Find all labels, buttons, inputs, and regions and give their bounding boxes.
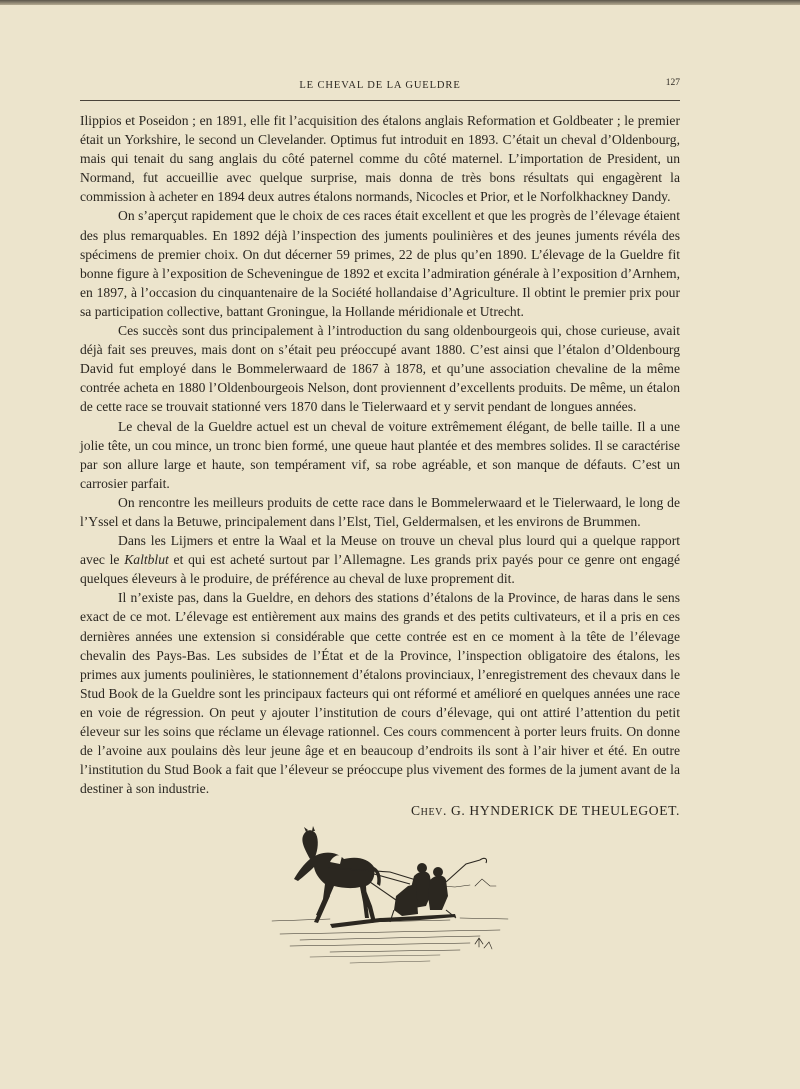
page-header [80, 78, 680, 98]
paragraph: Il n’existe pas, dans la Gueldre, en dehors des stations d’étalons de la Province, de haras dans le sens exact de ce mot. L’élevage est entièrement aux mains des grands et des petits cultivateurs, et il a pris en ces dernières années une extension si considérable que cette contrée est en ce moment à la tête de l’élevage chevalin des Pays-Bas. Les subsides de l’État et de la Province, l’inspection obligatoire des étalons, les primes aux juments poulinières, le stationnement d’étalons provinciaux, l’enregistrement des chevaux dans le Stud Book de la Gueldre sont les principaux facteurs qui ont réformé et amélioré en quelques années une race en voie de régression. On peut y ajouter l’institution de cours d’élevage, qui ont attiré l’attention du petit éleveur sur les soins que réclame un élevage rationnel. Ces cours commencent à porter leurs fruits. On donne de l’avoine aux poulains dès leur jeune âge et en beaucoup d’endroits ils sont à l’air hiver et été. En outre l’institution du Stud Book a fait que l’éleveur se préoccupe plus vivement des formes de la jument avant de la destiner à son industrie. [80, 590, 680, 797]
signature-prefix: Chev. [410, 803, 447, 818]
article-body [80, 111, 680, 798]
horse-drawn-sleigh-engraving-icon [270, 826, 510, 976]
paragraph-kaltblut [80, 531, 680, 588]
paragraph: Ces succès sont dus principalement à l’introduction du sang oldenbourgeois qui, chose curieuse, avait déjà fait ses preuves, mais dont on s’était peu préoccupé avant 1880. C’est ainsi que l’étalon d’Oldenbourg David fut employé dans le Bommelerwaard de 1867 à 1878, et qu’une association chevaline de la même contrée acheta en 1880 l’Oldenbourgeois Nelson, dont proviennent d’excellents produits. De même, un étalon de cette race se trouvait stationné vers 1870 dans le Tielerwaard et y servit pendant de longues années. [80, 323, 680, 415]
paragraph: Ilippios et Poseidon ; en 1891, elle fit l’acquisition des étalons anglais Reformation et Goldbeater ; le premier était un Yorkshire, le second un Clevelander. Optimus fut introduit en 1893. C’était un cheval d’Oldenbourg, mais qui tenait du sang anglais du côté paternel comme du côté maternel. L’importation de President, un Normand, fut accueillie avec quelque surprise, mais donna de très bons résultats qui engagèrent la commission à acheter en 1894 deux autres étalons normands, Nicocles et Prior, et le Norfolkhackney Dandy. [80, 113, 680, 205]
paragraph: On rencontre les meilleurs produits de cette race dans le Bommelerwaard et le Tielerwaard, le long de l’Yssel et dans la Betuwe, principalement dans l’Elst, Tiel, Geldermalsen, et les environs de Brummen. [80, 494, 680, 529]
paragraph: On s’aperçut rapidement que le choix de ces races était excellent et que les progrès de l’élevage étaient des plus remarquables. En 1892 déjà l’inspection des juments poulinières et des jeunes juments révéla des spécimens de premier choix. On dut décerner 59 primes, 22 de plus qu’en 1890. L’élevage de la Gueldre fit bonne figure à l’exposition de Scheveningue de 1892 et excita l’admiration générale à l’exposition d’Arnhem, en 1897, à l’occasion du cinquantenaire de la Société hollandaise d’Agriculture. Il obtint le premier prix pour sa participation collective, battant Groningue, la Hollande méridionale et Utrecht. [80, 208, 680, 319]
engraving-svg [270, 826, 510, 976]
signature-name: G. HYNDERICK DE THEULEGOET. [450, 803, 680, 818]
kaltblut-term: Kaltblut [124, 552, 169, 568]
page-top-edge [0, 0, 800, 5]
paragraph-text: Dans les Lijmers et entre la Waal et la Meuse on trouve un cheval plus lourd qui a quelque rapport avec le [80, 533, 680, 568]
signature [380, 803, 680, 819]
paragraph-text: et qui est acheté surtout par l’Allemagne. Les grands prix payés pour ce genre ont engagé quelques éleveurs à le produire, de préférence au cheval de luxe proprement dit. [80, 552, 680, 587]
running-title: LE CHEVAL DE LA GUELDRE [299, 80, 461, 91]
page-number: 127 [665, 78, 680, 88]
header-rule [80, 100, 680, 101]
paragraph: Le cheval de la Gueldre actuel est un cheval de voiture extrêmement élégant, de belle taille. Il a une jolie tête, un cou mince, un tronc bien formé, une queue haut plantée et des membres solides. Il se caractérise par son allure large et haute, son tempérament vif, sa robe agréable, et son manque de défauts. C’est un carrosier parfait. [80, 418, 680, 491]
